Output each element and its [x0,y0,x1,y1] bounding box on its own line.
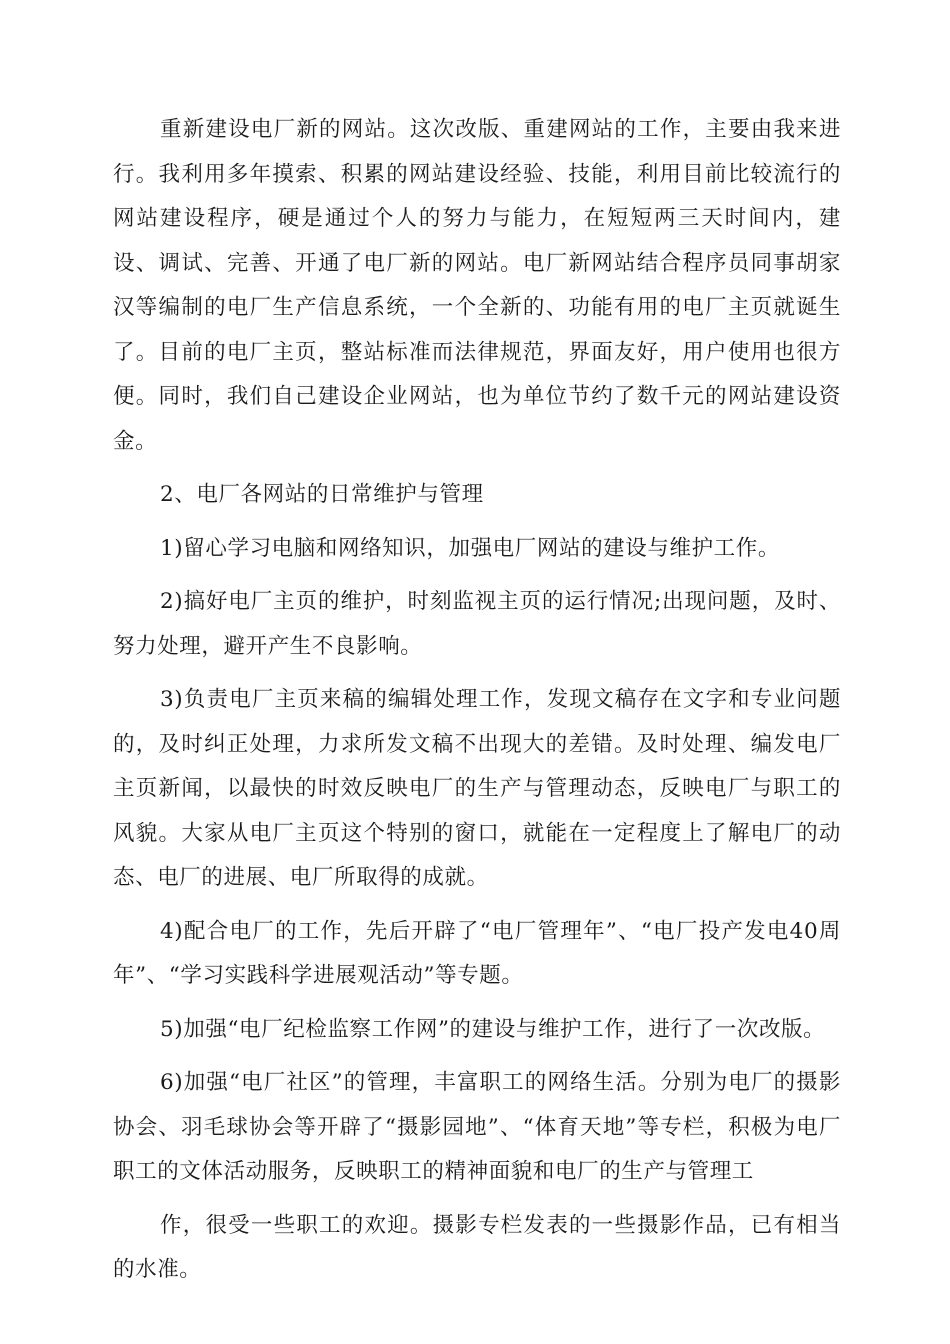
list-item-6-continued: 作，很受一些职工的欢迎。摄影专栏发表的一些摄影作品，已有相当的水准。 [113,1212,841,1282]
document-body [113,108,841,1293]
list-item-6: 6)加强“电厂社区”的管理，丰富职工的网络生活。分别为电厂的摄影协会、羽毛球协会等开辟了“摄影园地”、“体育天地”等专栏，积极为电厂职工的文体活动服务，反映职工的精神面貌和电厂的生产与管理工 [113,1070,841,1184]
paragraph-website-rebuild: 重新建设电厂新的网站。这次改版、重建网站的工作，主要由我来进行。我利用多年摸索、积累的网站建设经验、技能，利用目前比较流行的网站建设程序，硬是通过个人的努力与能力，在短短两三天时间内，建设、调试、完善、开通了电厂新的网站。电厂新网站结合程序员同事胡家汉等编制的电厂生产信息系统，一个全新的、功能有用的电厂主页就诞生了。目前的电厂主页，整站标准而法律规范，界面友好，用户使用也很方便。同时，我们自己建设企业网站，也为单位节约了数千元的网站建设资金。 [113,117,841,454]
section-heading-maintenance: 2、电厂各网站的日常维护与管理 [160,482,484,507]
list-item-4: 4)配合电厂的工作，先后开辟了“电厂管理年”、“电厂投产发电40周年”、“学习实践科学进展观活动”等专题。 [113,918,841,988]
list-item-1: 1)留心学习电脑和网络知识，加强电厂网站的建设与维护工作。 [160,535,780,561]
list-item-2: 2)搞好电厂主页的维护，时刻监视主页的运行情况;出现问题，及时、努力处理，避开产生不良影响。 [113,589,841,659]
list-item-3: 3)负责电厂主页来稿的编辑处理工作，发现文稿存在文字和专业问题的，及时纠正处理，力求所发文稿不出现大的差错。及时处理、编发电厂主页新闻，以最快的时效反映电厂的生产与管理动态，反映电厂与职工的风貌。大家从电厂主页这个特别的窗口，就能在一定程度上了解电厂的动态、电厂的进展、电厂所取得的成就。 [113,687,841,890]
list-item-5: 5)加强“电厂纪检监察工作网”的建设与维护工作，进行了一次改版。 [160,1016,826,1042]
